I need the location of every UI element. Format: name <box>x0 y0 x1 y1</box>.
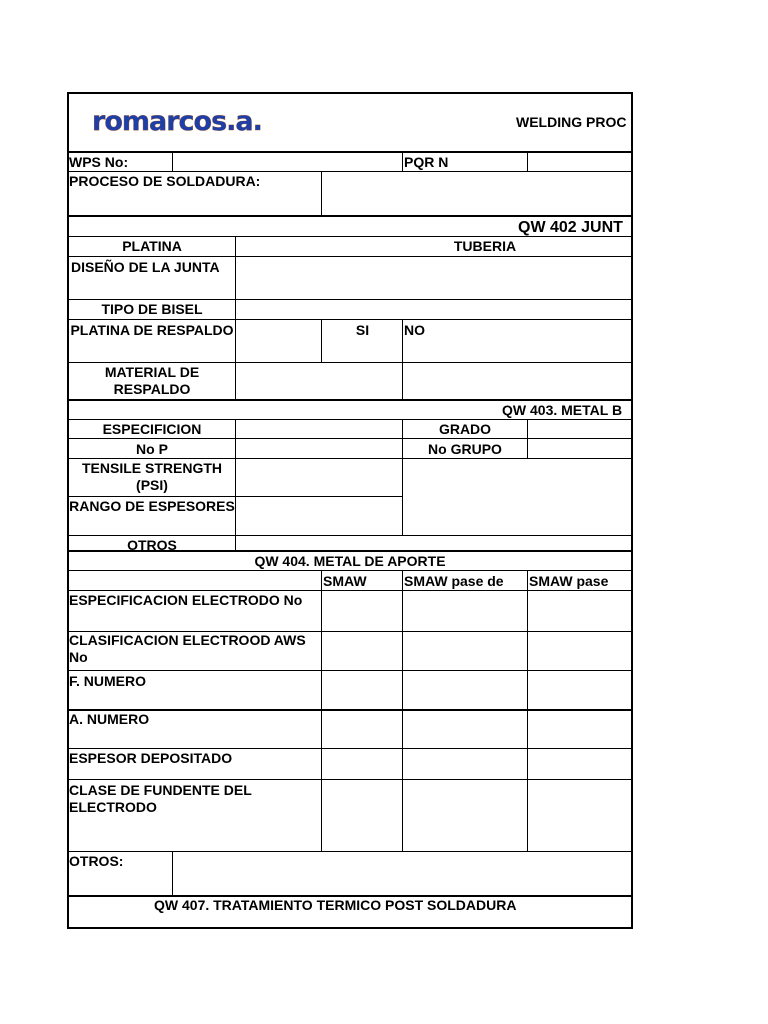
especificion-label: ESPECIFICION <box>102 421 202 437</box>
row-line <box>67 399 633 401</box>
col-line <box>172 851 173 895</box>
col-line <box>527 570 528 851</box>
row-line <box>67 299 633 300</box>
row-line <box>67 570 633 571</box>
no-label: NO <box>404 322 425 338</box>
row-line <box>67 151 633 153</box>
col-line <box>402 151 403 171</box>
frame-top <box>67 92 633 94</box>
qw404-section-title: QW 404. METAL DE APORTE <box>254 553 446 569</box>
row-line <box>67 319 633 320</box>
qw407-section-title: QW 407. TRATAMIENTO TERMICO POST SOLDADURA <box>154 897 517 913</box>
otros-label: OTROS <box>127 537 177 550</box>
row-line <box>67 779 633 780</box>
tensile-label: TENSILE STRENGTH (PSI) <box>81 460 222 493</box>
row-line <box>67 851 633 852</box>
col-line <box>527 419 528 458</box>
tipo-bisel-label: TIPO DE BISEL <box>101 301 203 317</box>
row-line <box>67 590 633 591</box>
row-line <box>67 550 633 552</box>
no-p-label: No P <box>136 441 168 457</box>
row-line <box>67 215 633 217</box>
espec-electrodo-label: ESPECIFICACION ELECTRODO No <box>69 592 303 608</box>
col-line <box>402 570 403 851</box>
row-line <box>67 458 633 459</box>
col-line <box>527 151 528 171</box>
row-line <box>67 362 633 363</box>
form-title: WELDING PROC <box>516 114 627 130</box>
tuberia-header: TUBERIA <box>453 238 517 254</box>
col-line <box>321 319 322 362</box>
col-line <box>235 419 236 550</box>
material-respaldo-label: MATERIAL DE RESPALDO <box>104 364 200 397</box>
qw403-section-title: QW 403. METAL B <box>502 402 623 418</box>
col-line <box>235 236 236 399</box>
svg-text:romarcos.a.: romarcos.a. <box>92 106 262 136</box>
grado-label: GRADO <box>438 421 492 437</box>
row-line <box>67 256 633 257</box>
qw402-section-title: QW 402 JUNT <box>518 219 623 236</box>
f-numero-label: F. NUMERO <box>69 673 146 689</box>
row-line <box>67 171 633 172</box>
smaw-col-1: SMAW <box>323 573 367 589</box>
row-line <box>67 535 633 536</box>
row-line <box>67 709 633 711</box>
no-grupo-label: No GRUPO <box>428 441 502 457</box>
row-line <box>67 236 633 237</box>
col-line <box>402 319 403 399</box>
diseno-label: DISEÑO DE LA JUNTA <box>71 259 220 275</box>
row-line <box>67 438 633 439</box>
rango-label: RANGO DE ESPESORES <box>69 498 235 514</box>
company-logo <box>92 104 277 136</box>
col-line <box>321 570 322 851</box>
otros-aporte-label: OTROS: <box>69 853 124 869</box>
row-line <box>67 419 633 420</box>
platina-header: PLATINA <box>122 238 182 254</box>
smaw-col-2: SMAW pase de <box>404 573 504 589</box>
proceso-label: PROCESO DE SOLDADURA: <box>69 173 261 189</box>
romarco-logo-icon <box>92 104 277 136</box>
frame-bottom <box>67 927 633 929</box>
si-label: SI <box>355 322 370 338</box>
frame-right <box>631 92 633 929</box>
row-line <box>67 748 633 749</box>
col-line <box>172 151 173 171</box>
wps-no-label: WPS No: <box>69 154 129 170</box>
espesor-depositado-label: ESPESOR DEPOSITADO <box>69 750 233 766</box>
pqr-n-label: PQR N <box>404 154 449 170</box>
platina-respaldo-label: PLATINA DE RESPALDO <box>70 322 234 338</box>
clase-fundente-label: CLASE DE FUNDENTE DEL ELECTRODO <box>69 782 252 815</box>
col-line <box>321 171 322 215</box>
clasif-electrodo-label: CLASIFICACION ELECTROOD AWS No <box>69 632 306 665</box>
row-line <box>67 670 633 671</box>
a-numero-label: A. NUMERO <box>69 711 150 727</box>
smaw-col-3: SMAW pase <box>529 573 609 589</box>
